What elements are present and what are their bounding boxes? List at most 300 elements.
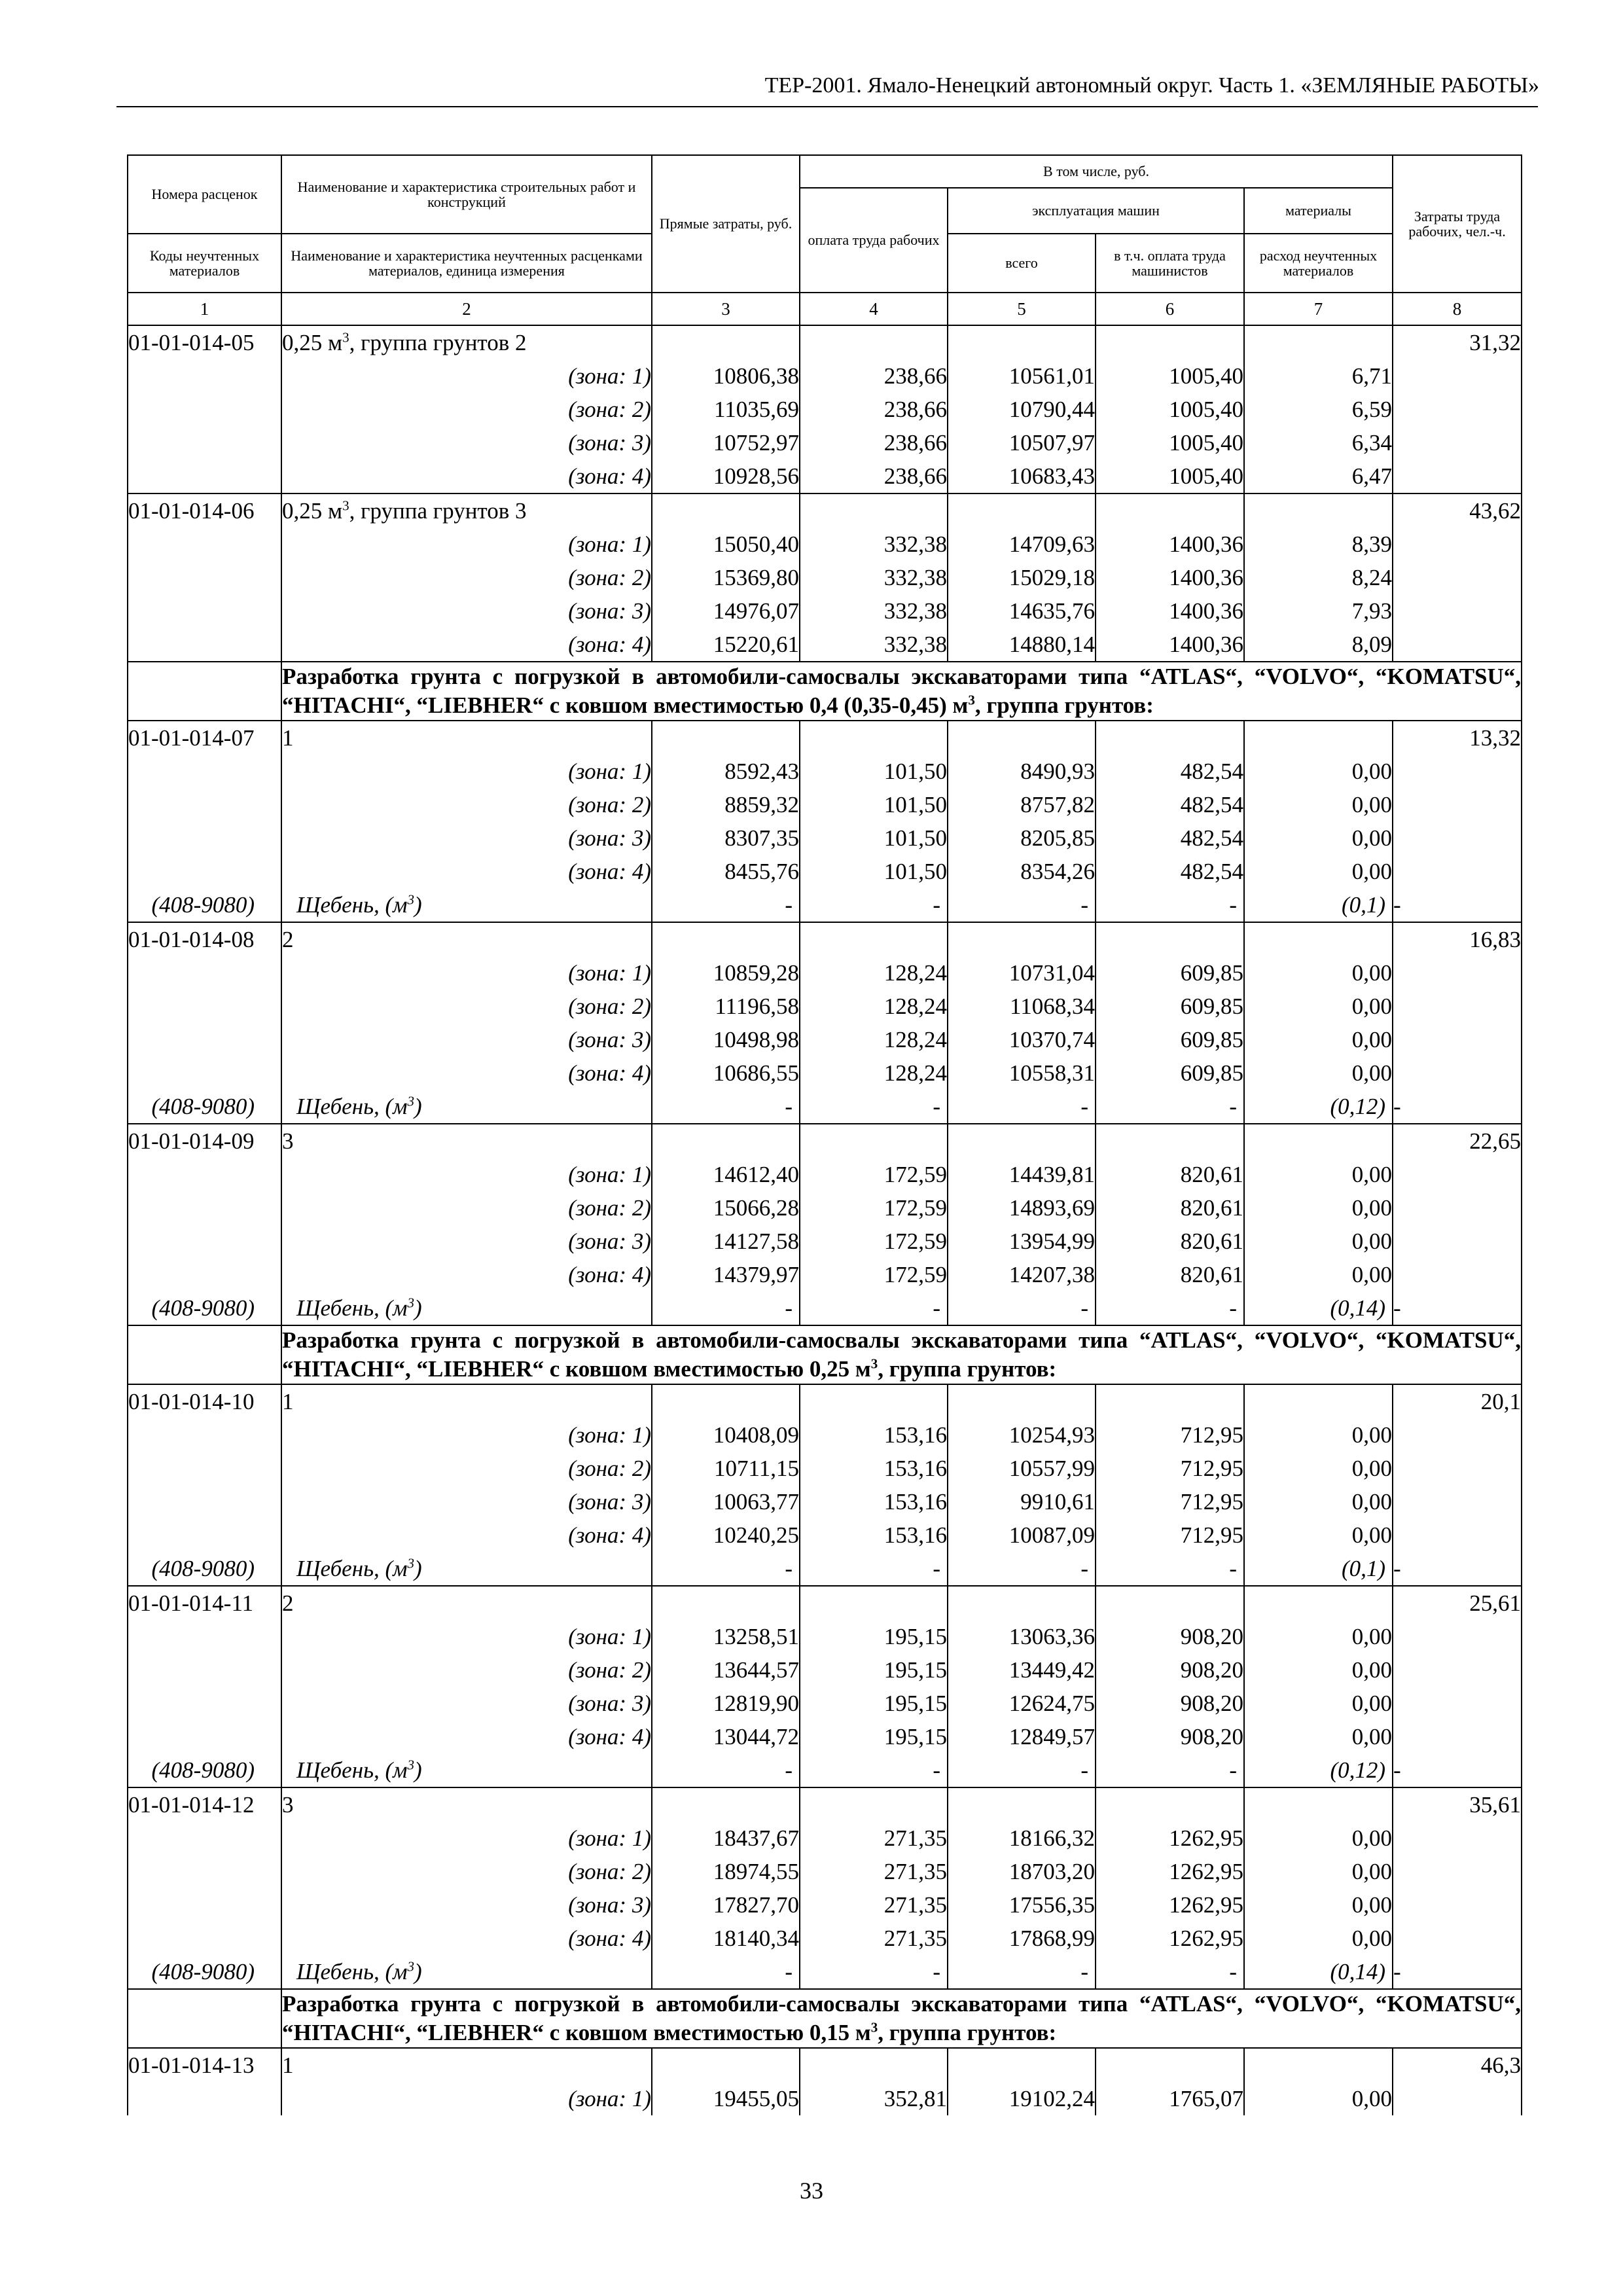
worker-wages: 128,24 [800,1023,948,1056]
materials-cost: 0,00 [1244,1821,1393,1855]
material-consumption: (0,1) [1244,888,1393,922]
machine-total: 11068,34 [948,990,1096,1023]
empty-cell [128,1855,281,1888]
materials-cost: 0,00 [1244,1452,1393,1485]
empty-cell [1393,426,1522,459]
empty-cell [948,493,1096,528]
machine-total: 10370,74 [948,1023,1096,1056]
labour-costs: - [1393,1090,1522,1124]
operator-wages: 609,85 [1096,1056,1244,1090]
zone-label: (зона: 3) [281,426,652,459]
materials-cost: 8,24 [1244,561,1393,594]
text-part: Щебень, (м [296,1295,408,1321]
machine-total: 17556,35 [948,1888,1096,1922]
operator-wages: 908,20 [1096,1620,1244,1653]
empty-cell [128,459,281,493]
direct-costs: 10711,15 [652,1452,800,1485]
empty-cell [1393,1855,1522,1888]
machine-total: 14709,63 [948,528,1096,561]
empty-cell [128,1418,281,1452]
column-number: 1 [128,293,281,325]
empty-cell [652,1124,800,1158]
empty-cell [800,1787,948,1821]
operator-wages: 482,54 [1096,788,1244,821]
zone-row [128,1191,1522,1225]
empty-cell [1244,1124,1393,1158]
worker-wages: 238,66 [800,459,948,493]
zone-row [128,628,1522,662]
work-name: 3 [281,1124,652,1158]
zone-row [128,1258,1522,1291]
zone-label: (зона: 3) [281,821,652,855]
zone-label: (зона: 3) [281,1687,652,1720]
zone-label: (зона: 1) [281,1620,652,1653]
header-direct-costs: Прямые затраты, руб. [652,155,800,293]
empty-cell [128,528,281,561]
text-part: Щебень, (м [296,1556,408,1581]
empty-cell [800,922,948,956]
zone-row [128,359,1522,393]
machine-total: 17868,99 [948,1922,1096,1955]
empty-cell [652,2048,800,2082]
direct-costs: 14127,58 [652,1225,800,1258]
zone-row [128,2082,1522,2115]
labour-costs: 22,65 [1393,1124,1522,1158]
materials-cost: 8,09 [1244,628,1393,662]
machine-total: 13063,36 [948,1620,1096,1653]
materials-cost: 0,00 [1244,1855,1393,1888]
price-table [127,154,1522,2115]
empty-cell [1393,956,1522,990]
material-consumption: (0,12) [1244,1090,1393,1124]
machine-total: 8354,26 [948,855,1096,888]
empty-cell [128,1191,281,1225]
direct-costs: 10063,77 [652,1485,800,1518]
header-materials: материалы [1244,188,1393,234]
direct-costs: 14976,07 [652,594,800,628]
text-part: , группа грунтов 3 [349,498,527,524]
materials-cost: 0,00 [1244,1620,1393,1653]
material-code: (408-9080) [128,888,281,922]
materials-cost: 0,00 [1244,855,1393,888]
machine-total: 14207,38 [948,1258,1096,1291]
empty-cell [800,1124,948,1158]
worker-wages: 172,59 [800,1258,948,1291]
zone-label: (зона: 4) [281,1922,652,1955]
labour-costs: - [1393,1955,1522,1989]
table-body [128,325,1522,2115]
rate-row [128,2048,1522,2082]
worker-wages: 153,16 [800,1485,948,1518]
column-numbers-row [128,293,1522,325]
column-number: 5 [948,293,1096,325]
rate-code: 01-01-014-12 [128,1787,281,1821]
empty-cell [948,1384,1096,1418]
zone-row [128,1855,1522,1888]
empty-cell [128,788,281,821]
worker-wages: - [800,1090,948,1124]
worker-wages: - [800,1753,948,1787]
zone-label: (зона: 2) [281,1653,652,1687]
machine-total: 18703,20 [948,1855,1096,1888]
direct-costs: 15220,61 [652,628,800,662]
operator-wages: 820,61 [1096,1225,1244,1258]
empty-cell [128,1821,281,1855]
direct-costs: 10928,56 [652,459,800,493]
column-number: 7 [1244,293,1393,325]
rate-code: 01-01-014-13 [128,2048,281,2082]
direct-costs: 11196,58 [652,990,800,1023]
operator-wages: 712,95 [1096,1485,1244,1518]
empty-cell [128,1922,281,1955]
zone-label: (зона: 1) [281,956,652,990]
header-material-codes: Коды неучтенных материалов [128,234,281,293]
empty-cell [1393,1056,1522,1090]
header-material-names: Наименование и характеристика неучтенных расценками материалов, единица измерения [281,234,652,293]
empty-cell [800,493,948,528]
material-row [128,888,1522,922]
empty-cell [1244,493,1393,528]
direct-costs: 10752,97 [652,426,800,459]
zone-label: (зона: 1) [281,528,652,561]
machine-total: 8490,93 [948,755,1096,788]
work-name [281,493,652,528]
operator-wages: - [1096,1090,1244,1124]
materials-cost: 0,00 [1244,1191,1393,1225]
zone-row [128,1485,1522,1518]
material-name [281,1552,652,1586]
superscript: 3 [870,1355,878,1372]
zone-row [128,594,1522,628]
zone-row [128,1518,1522,1552]
empty-cell [800,325,948,359]
direct-costs: 17827,70 [652,1888,800,1922]
rate-row [128,922,1522,956]
column-number: 6 [1096,293,1244,325]
empty-cell [128,1720,281,1753]
empty-cell [128,755,281,788]
zone-label: (зона: 2) [281,788,652,821]
materials-cost: 6,71 [1244,359,1393,393]
machine-total: 10087,09 [948,1518,1096,1552]
materials-cost: 0,00 [1244,1653,1393,1687]
material-name [281,1291,652,1325]
operator-wages: 1262,95 [1096,1888,1244,1922]
superscript: 3 [407,1295,414,1311]
operator-wages: 482,54 [1096,821,1244,855]
worker-wages: 195,15 [800,1720,948,1753]
zone-row [128,1922,1522,1955]
empty-cell [1393,1518,1522,1552]
operator-wages: 1400,36 [1096,528,1244,561]
empty-cell [1096,2048,1244,2082]
labour-costs: 46,3 [1393,2048,1522,2082]
empty-cell [948,721,1096,755]
empty-cell [128,1989,281,2048]
operator-wages: 609,85 [1096,1023,1244,1056]
worker-wages: 271,35 [800,1922,948,1955]
empty-cell [128,628,281,662]
superscript: 3 [407,1093,414,1109]
empty-cell [128,855,281,888]
operator-wages: 820,61 [1096,1158,1244,1191]
empty-cell [1393,359,1522,393]
direct-costs: 13044,72 [652,1720,800,1753]
direct-costs: 13644,57 [652,1653,800,1687]
empty-cell [128,1325,281,1384]
direct-costs: 14612,40 [652,1158,800,1191]
worker-wages: 153,16 [800,1418,948,1452]
operator-wages: 1400,36 [1096,628,1244,662]
section-heading-row [128,1989,1522,2048]
text-part: ) [414,1556,422,1581]
superscript: 3 [342,497,349,514]
text-part: , группа грунтов: [878,1356,1057,1382]
labour-costs: 43,62 [1393,493,1522,528]
superscript: 3 [407,1958,414,1975]
empty-cell [1393,1821,1522,1855]
direct-costs: 18437,67 [652,1821,800,1855]
text-part: ) [414,892,422,918]
worker-wages: - [800,1955,948,1989]
material-code: (408-9080) [128,1291,281,1325]
empty-cell [1096,1586,1244,1620]
rate-code: 01-01-014-10 [128,1384,281,1418]
rate-code: 01-01-014-09 [128,1124,281,1158]
materials-cost: 0,00 [1244,1518,1393,1552]
zone-label: (зона: 1) [281,1821,652,1855]
empty-cell [1393,990,1522,1023]
superscript: 3 [870,2019,878,2036]
empty-cell [1393,1687,1522,1720]
material-consumption: (0,1) [1244,1552,1393,1586]
zone-label: (зона: 2) [281,393,652,426]
labour-costs: - [1393,1552,1522,1586]
materials-cost: 0,00 [1244,2082,1393,2115]
machine-total: - [948,1552,1096,1586]
zone-row [128,1225,1522,1258]
operator-wages: 1005,40 [1096,359,1244,393]
worker-wages: - [800,888,948,922]
operator-wages: 908,20 [1096,1687,1244,1720]
direct-costs: 10240,25 [652,1518,800,1552]
worker-wages: 238,66 [800,426,948,459]
direct-costs: 13258,51 [652,1620,800,1653]
worker-wages: 352,81 [800,2082,948,2115]
empty-cell [652,493,800,528]
empty-cell [1393,1418,1522,1452]
empty-cell [128,1452,281,1485]
zone-row [128,855,1522,888]
zone-row [128,821,1522,855]
column-number: 3 [652,293,800,325]
material-row [128,1552,1522,1586]
material-row [128,1955,1522,1989]
empty-cell [652,721,800,755]
direct-costs: 10686,55 [652,1056,800,1090]
empty-cell [128,990,281,1023]
machine-total: 19102,24 [948,2082,1096,2115]
zone-label: (зона: 1) [281,755,652,788]
zone-label: (зона: 3) [281,1225,652,1258]
header-including: В том числе, руб. [800,155,1393,188]
machine-total: - [948,1291,1096,1325]
work-name: 1 [281,721,652,755]
labour-costs: 31,32 [1393,325,1522,359]
worker-wages: 153,16 [800,1518,948,1552]
empty-cell [1393,1191,1522,1225]
empty-cell [1244,1787,1393,1821]
zone-label: (зона: 3) [281,1888,652,1922]
empty-cell [1393,1485,1522,1518]
operator-wages: - [1096,888,1244,922]
empty-cell [128,662,281,721]
direct-costs: 8455,76 [652,855,800,888]
zone-row [128,426,1522,459]
empty-cell [800,1586,948,1620]
text-part: 0,25 м [282,330,343,355]
materials-cost: 0,00 [1244,1485,1393,1518]
zone-label: (зона: 3) [281,1023,652,1056]
zone-row [128,528,1522,561]
text-part: Щебень, (м [296,1959,408,1984]
material-code: (408-9080) [128,1552,281,1586]
empty-cell [128,1023,281,1056]
operator-wages: 482,54 [1096,755,1244,788]
machine-total: 9910,61 [948,1485,1096,1518]
zone-label: (зона: 2) [281,1452,652,1485]
empty-cell [128,1620,281,1653]
empty-cell [128,1158,281,1191]
direct-costs: 8592,43 [652,755,800,788]
work-name: 2 [281,1586,652,1620]
material-code: (408-9080) [128,1090,281,1124]
empty-cell [128,561,281,594]
rate-row [128,325,1522,359]
rate-code: 01-01-014-11 [128,1586,281,1620]
empty-cell [128,1653,281,1687]
materials-cost: 0,00 [1244,788,1393,821]
direct-costs: 15066,28 [652,1191,800,1225]
operator-wages: 482,54 [1096,855,1244,888]
machine-total: - [948,1955,1096,1989]
text-part: 0,25 м [282,498,343,524]
labour-costs: 35,61 [1393,1787,1522,1821]
machine-total: 12849,57 [948,1720,1096,1753]
section-heading [281,662,1522,721]
zone-label: (зона: 4) [281,459,652,493]
rate-row [128,721,1522,755]
empty-cell [1393,459,1522,493]
operator-wages: 1262,95 [1096,1922,1244,1955]
materials-cost: 0,00 [1244,821,1393,855]
text-part: Разработка грунта с погрузкой в автомобили-самосвалы экскаваторами типа “ATLAS“, “VOLVO“, “KOMATSU“, “HITACHI“, “LIEBHER“ с ковшом вместимостью 0,15 м [282,1991,1522,2045]
empty-cell [948,922,1096,956]
material-name [281,888,652,922]
zone-label: (зона: 2) [281,1855,652,1888]
worker-wages: 128,24 [800,1056,948,1090]
worker-wages: 271,35 [800,1821,948,1855]
rate-row [128,1787,1522,1821]
empty-cell [1393,1023,1522,1056]
operator-wages: 609,85 [1096,956,1244,990]
materials-cost: 0,00 [1244,956,1393,990]
empty-cell [1393,1620,1522,1653]
operator-wages: 609,85 [1096,990,1244,1023]
material-consumption: (0,12) [1244,1753,1393,1787]
empty-cell [948,2048,1096,2082]
zone-row [128,393,1522,426]
materials-cost: 0,00 [1244,1720,1393,1753]
header-work-name: Наименование и характеристика строительных работ и конструкций [281,155,652,234]
direct-costs: 8859,32 [652,788,800,821]
materials-cost: 7,93 [1244,594,1393,628]
section-heading-row [128,662,1522,721]
zone-label: (зона: 2) [281,990,652,1023]
worker-wages: 101,50 [800,755,948,788]
zone-row [128,561,1522,594]
direct-costs: 8307,35 [652,821,800,855]
empty-cell [948,1124,1096,1158]
text-part: Щебень, (м [296,1094,408,1119]
direct-costs: 10498,98 [652,1023,800,1056]
material-row [128,1090,1522,1124]
materials-cost: 0,00 [1244,1158,1393,1191]
empty-cell [1096,1384,1244,1418]
text-part: , группа грунтов 2 [349,330,527,355]
empty-cell [1393,1258,1522,1291]
labour-costs: 25,61 [1393,1586,1522,1620]
materials-cost: 0,00 [1244,1922,1393,1955]
superscript: 3 [968,692,975,708]
machine-total: 10561,01 [948,359,1096,393]
materials-cost: 0,00 [1244,1418,1393,1452]
zone-label: (зона: 4) [281,1258,652,1291]
machine-total: 8205,85 [948,821,1096,855]
header-machine-operation: эксплуатация машин [948,188,1244,234]
machine-total: 10558,31 [948,1056,1096,1090]
empty-cell [128,393,281,426]
header-worker-wages: оплата труда рабочих [800,188,948,293]
direct-costs: - [652,1753,800,1787]
zone-label: (зона: 1) [281,359,652,393]
zone-row [128,1452,1522,1485]
worker-wages: 128,24 [800,956,948,990]
materials-cost: 0,00 [1244,1225,1393,1258]
empty-cell [1393,1452,1522,1485]
superscript: 3 [407,1555,414,1571]
machine-total: 10507,97 [948,426,1096,459]
material-row [128,1753,1522,1787]
column-number: 2 [281,293,652,325]
empty-cell [652,1787,800,1821]
empty-cell [1244,2048,1393,2082]
worker-wages: 332,38 [800,528,948,561]
zone-row [128,1056,1522,1090]
header-labour-costs: Затраты труда рабочих, чел.-ч. [1393,155,1522,293]
operator-wages: 820,61 [1096,1191,1244,1225]
section-heading [281,1989,1522,2048]
zone-label: (зона: 4) [281,1720,652,1753]
empty-cell [1096,1787,1244,1821]
text-part: , группа грунтов: [974,692,1154,718]
empty-cell [800,721,948,755]
column-number: 8 [1393,293,1522,325]
zone-label: (зона: 4) [281,1518,652,1552]
zone-label: (зона: 1) [281,2082,652,2115]
zone-row [128,990,1522,1023]
material-consumption: (0,14) [1244,1291,1393,1325]
